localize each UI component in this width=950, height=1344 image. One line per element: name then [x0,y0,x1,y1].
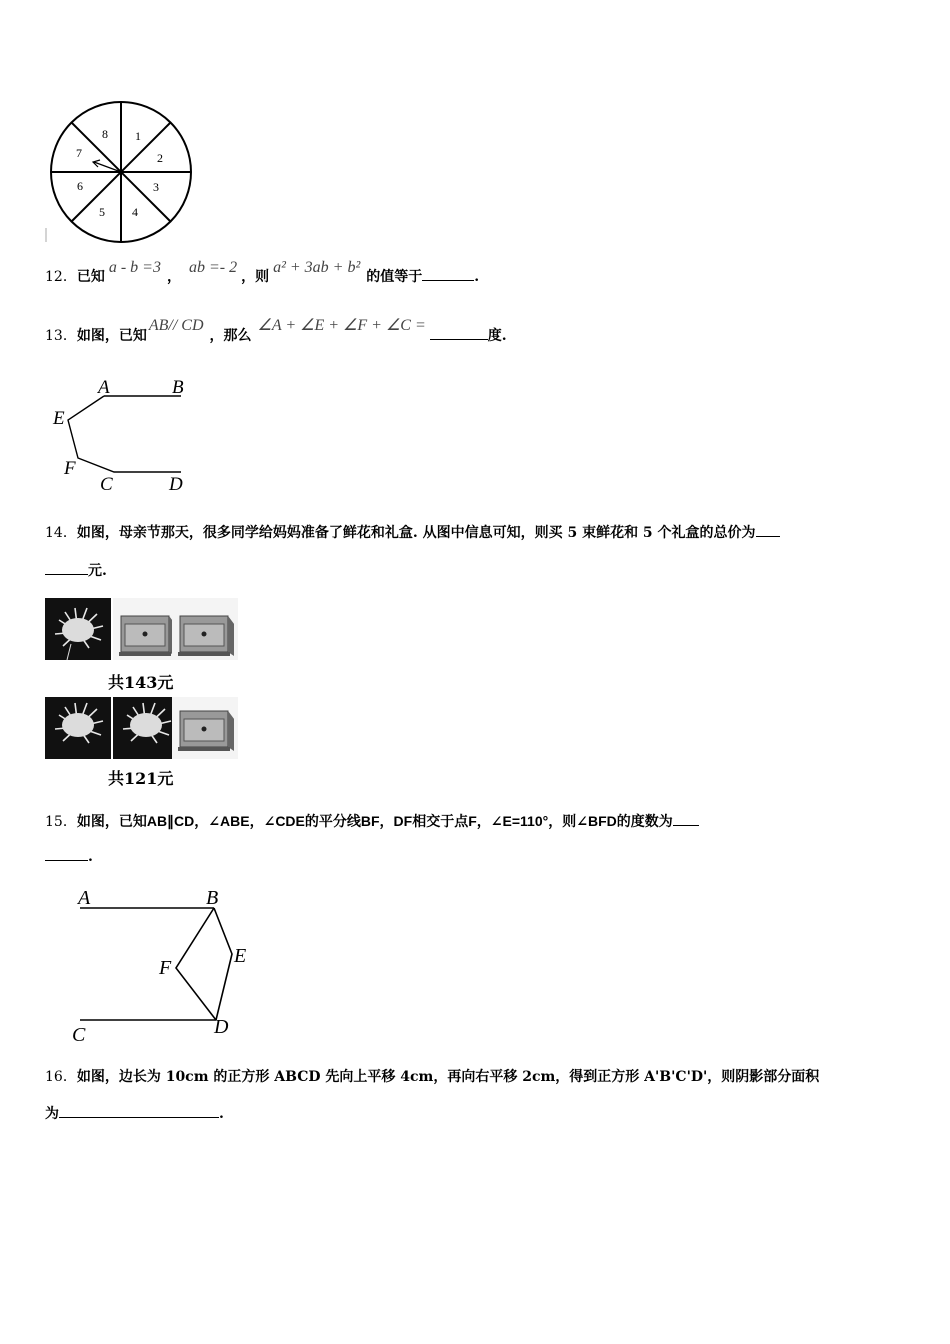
wheel-number-7: 7 [76,146,82,160]
math-expression: a - b =3 [108,259,161,276]
question-number: 16． [45,1069,77,1085]
question-text: . [219,1106,224,1122]
wheel-number-8: 8 [102,127,108,141]
question-text: 的值等于 [366,269,423,285]
question-text: 已知 [76,269,105,285]
question-number: 12． [45,269,77,285]
math-expression: ∠A + ∠E + ∠F + ∠C = [257,317,426,334]
math-expression: AB// CD [148,317,204,334]
label-D: D [169,474,183,495]
answer-blank[interactable] [59,1105,219,1118]
caption-row-2: 共121元 [108,769,174,788]
gift-box-image [113,598,179,660]
question-text: ，则∠ [548,814,588,830]
label-C: C [72,1024,86,1045]
question-16 [45,1066,819,1086]
flower-image [113,697,179,759]
question-text: CDE [275,813,305,829]
question-15 [45,811,699,831]
question-number: 14． [45,525,77,541]
question-13 [45,317,507,345]
flower-image [45,697,111,759]
question-text: ，∠ [476,814,503,830]
label-D: D [214,1016,229,1038]
question-text: 元. [88,563,107,579]
question-text: ，那么 [209,328,252,344]
label-F: F [64,458,76,479]
math-expression: ab =- 2 [188,259,238,276]
label-A: A [98,377,110,398]
label-B: B [172,377,184,398]
question-text: 的度数为 [616,814,673,830]
answer-blank[interactable] [422,268,474,281]
question-text: BFD [587,813,617,829]
spinner-wheel-figure [44,100,194,245]
answer-blank[interactable] [756,524,780,537]
question-12 [45,259,480,286]
wheel-number-2: 2 [157,151,163,165]
gift-box-image [172,598,238,660]
question-text: BF [360,813,380,829]
question-text: ，∠ [249,814,276,830]
figure-15-geometry [66,880,266,1045]
question-14-line-2 [45,560,107,580]
question-16-line-2 [45,1103,224,1123]
question-text: F [468,813,477,829]
caption-row-1: 共143元 [108,673,174,692]
question-text: . [474,269,480,285]
question-text: E=110° [502,813,549,829]
flower-image [45,598,111,660]
question-text: 相交于点 [412,814,469,830]
question-text: 如图，边长为 10cm 的正方形 ABCD 先向上平移 4cm，再向右平移 2cm，得到正方形 A'B'C'D'，则阴影部分面积 [76,1069,820,1085]
question-text: 如图，母亲节那天，很多同学给妈妈准备了鲜花和礼盒. 从图中信息可知，则买 5 束鲜花和 5 个礼盒的总价为 [76,525,756,541]
math-expression: a² + 3ab + b² [273,259,361,276]
question-text: . [88,849,93,865]
question-15-line-2 [45,848,93,865]
question-text: ，∠ [194,814,221,830]
label-A: A [78,887,91,909]
label-B: B [206,887,219,909]
question-number: 13． [45,328,77,344]
label-C: C [100,474,113,495]
answer-blank-continued[interactable] [45,562,88,575]
question-text: 为 [45,1106,59,1122]
answer-blank[interactable] [673,813,699,826]
question-text: 的平分线 [304,814,361,830]
label-E: E [53,408,65,429]
answer-blank[interactable] [430,327,488,340]
question-text: ， [166,269,181,285]
gift-box-image [172,697,238,759]
label-E: E [234,945,247,967]
wheel-number-6: 6 [77,179,83,193]
question-text: DF [393,813,413,829]
wheel-number-4: 4 [132,205,138,219]
wheel-number-1: 1 [135,129,141,143]
wheel-number-3: 3 [153,180,159,194]
question-text: ，则 [241,269,270,285]
question-text: ABE [220,813,250,829]
label-F: F [159,957,172,979]
answer-blank-continued[interactable] [45,848,88,861]
question-text: ， [379,814,394,830]
question-text: 度. [487,328,507,344]
question-number: 15． [45,814,77,830]
question-text: 如图，已知 [76,814,147,830]
figure-13-geometry [48,372,198,497]
question-14 [45,522,780,542]
wheel-number-5: 5 [99,205,105,219]
question-text: 如图，已知 [76,328,147,344]
question-text: AB∥CD [146,813,195,829]
